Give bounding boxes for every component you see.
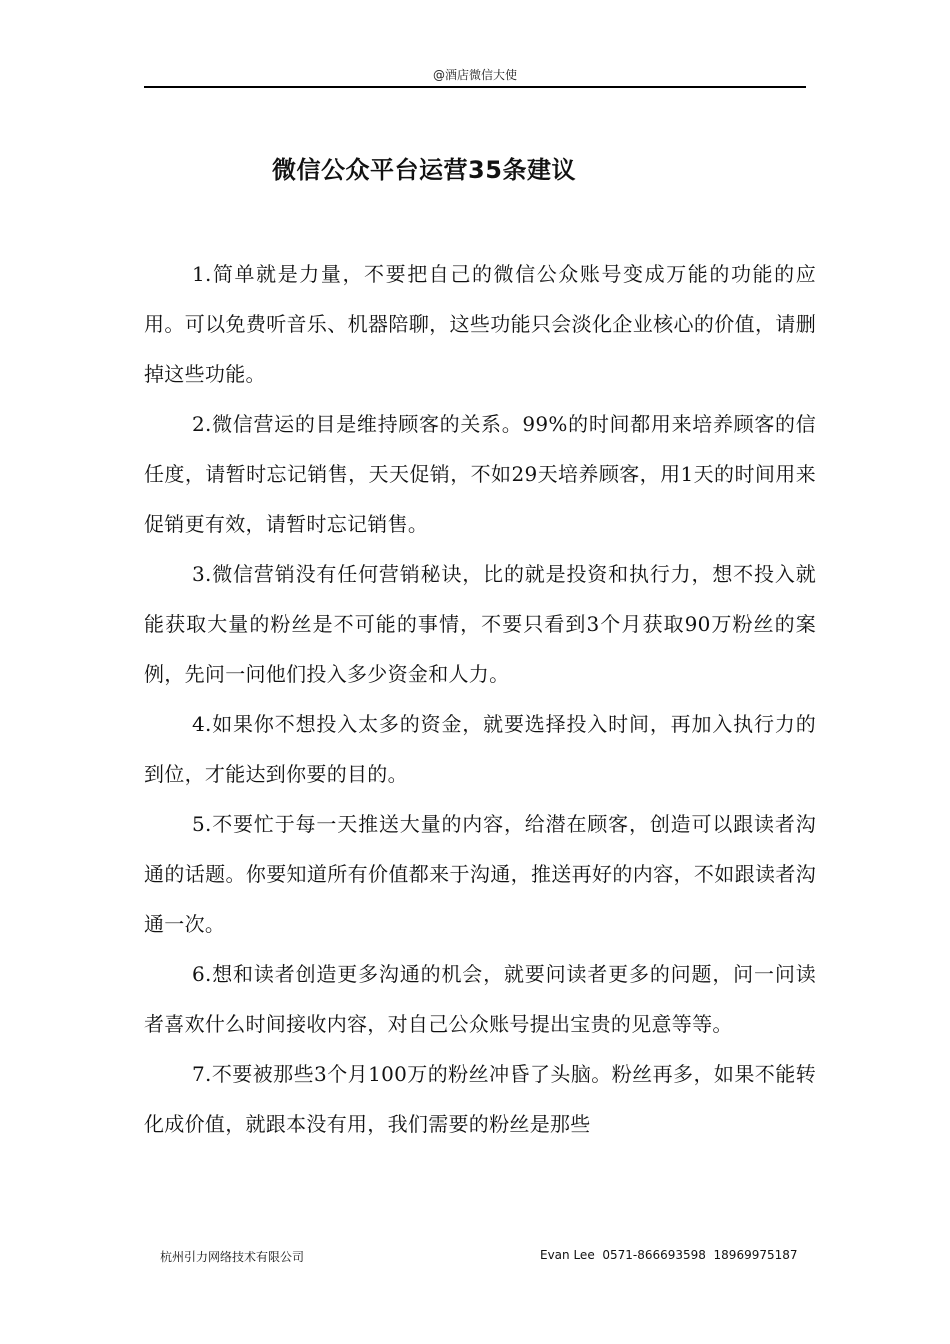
header-divider bbox=[144, 86, 806, 88]
paragraph-3: 3.微信营销没有任何营销秘诀，比的就是投资和执行力，想不投入就能获取大量的粉丝是不可能的事情，不要只看到3个月获取90万粉丝的案例，先问一问他们投入多少资金和人力。 bbox=[144, 562, 816, 686]
paragraph-4: 4.如果你不想投入太多的资金，就要选择投入时间，再加入执行力的到位，才能达到你要的目的。 bbox=[144, 712, 816, 786]
document-body bbox=[144, 249, 816, 1149]
footer-company: 杭州引力网络技术有限公司 bbox=[160, 1250, 305, 1264]
paragraph-5: 5.不要忙于每一天推送大量的内容，给潜在顾客，创造可以跟读者沟通的话题。你要知道所有价值都来于沟通，推送再好的内容，不如跟读者沟通一次。 bbox=[144, 812, 816, 936]
document-title: 微信公众平台运营35条建议 bbox=[272, 156, 576, 184]
paragraph-7: 7.不要被那些3个月100万的粉丝冲昏了头脑。粉丝再多，如果不能转化成价值，就跟本没有用，我们需要的粉丝是那些 bbox=[144, 1062, 816, 1136]
page-header: @酒店微信大使 bbox=[432, 68, 517, 82]
footer-contact: Evan Lee 0571-866693598 18969975187 bbox=[540, 1248, 798, 1262]
paragraph-1: 1.简单就是力量，不要把自己的微信公众账号变成万能的功能的应用。可以免费听音乐、机器陪聊，这些功能只会淡化企业核心的价值，请删掉这些功能。 bbox=[144, 262, 816, 386]
paragraph-6: 6.想和读者创造更多沟通的机会，就要问读者更多的问题，问一问读者喜欢什么时间接收内容，对自己公众账号提出宝贵的见意等等。 bbox=[144, 962, 816, 1036]
paragraph-2: 2.微信营运的目是维持顾客的关系。99%的时间都用来培养顾客的信任度，请暂时忘记销售，天天促销，不如29天培养顾客，用1天的时间用来促销更有效，请暂时忘记销售。 bbox=[144, 412, 816, 536]
